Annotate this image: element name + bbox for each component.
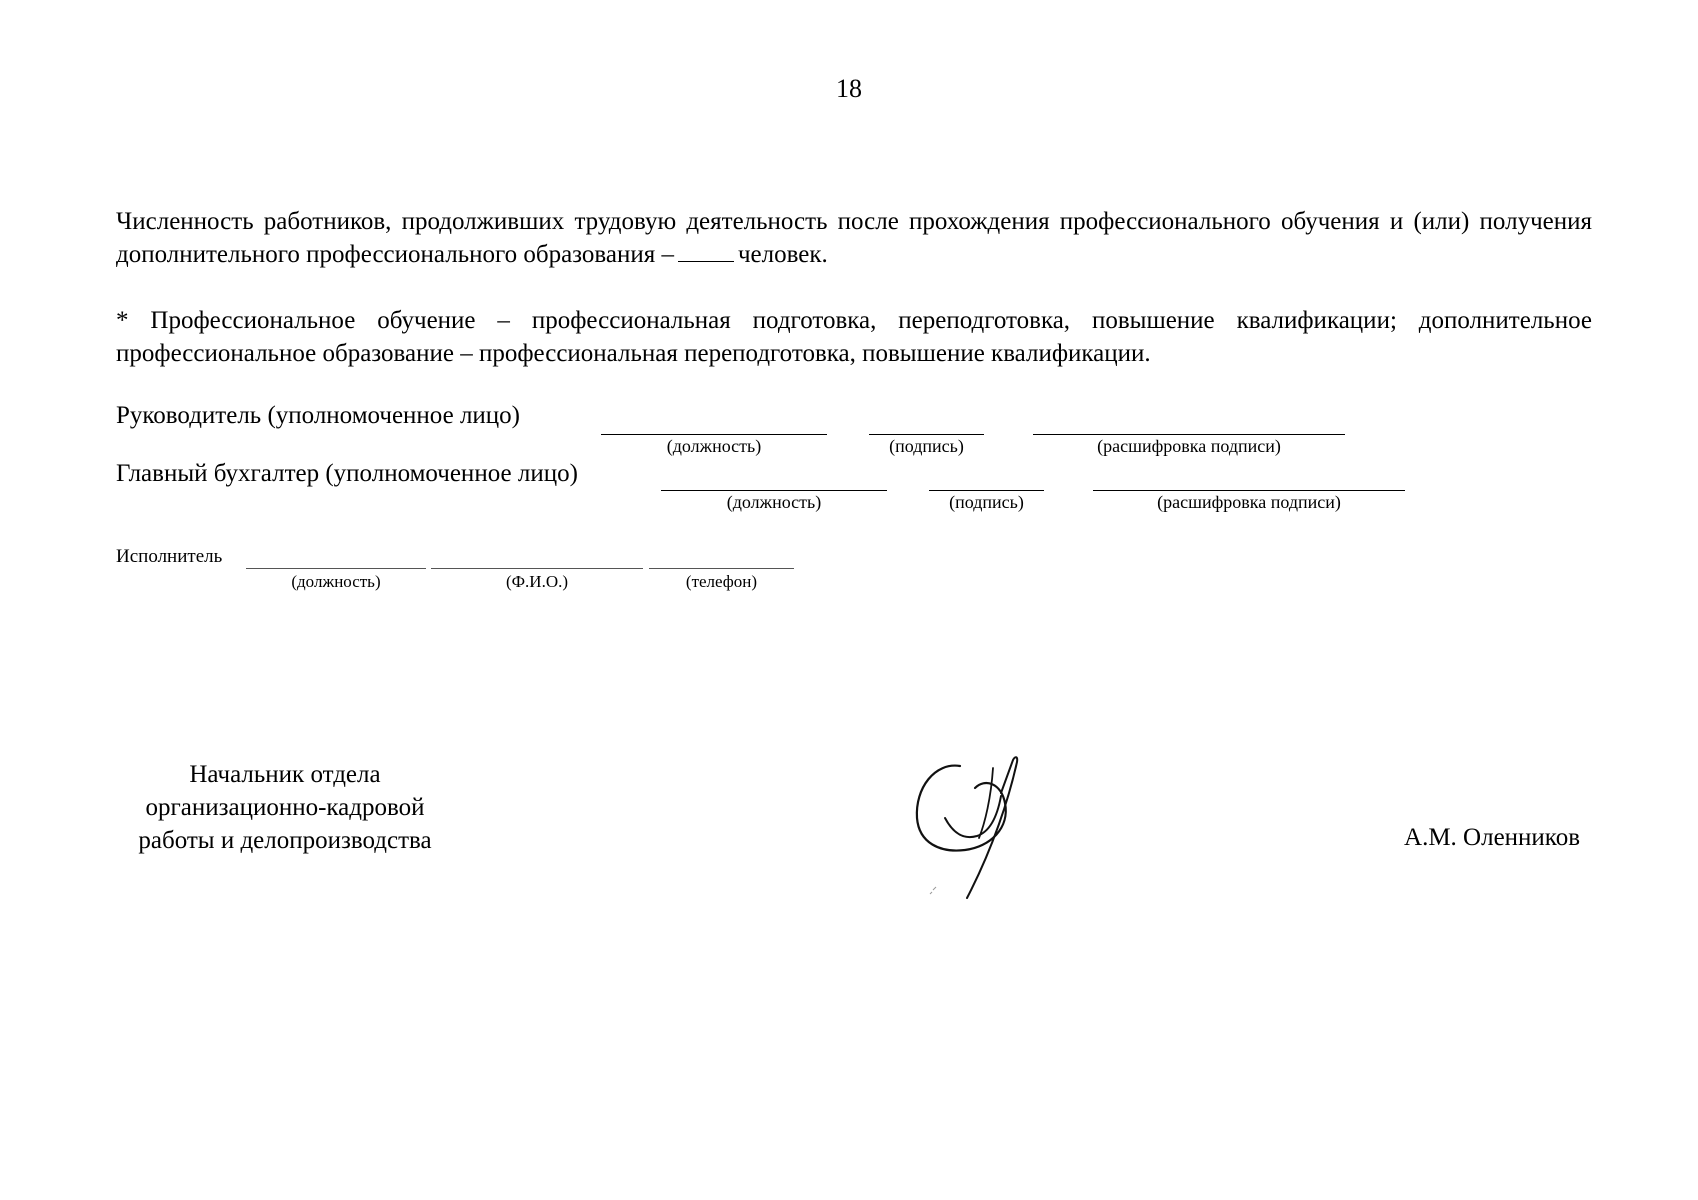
executor-position-line xyxy=(246,568,426,569)
head-position-line xyxy=(601,434,827,435)
employee-count-blank xyxy=(678,243,734,262)
accountant-caption-position: (должность) xyxy=(726,492,822,512)
executor-caption-phone: (телефон) xyxy=(685,572,758,591)
executor-caption-position: (должность) xyxy=(291,572,381,591)
executor-label: Исполнитель xyxy=(116,546,223,567)
page-number: 18 xyxy=(836,74,862,103)
head-caption-decode: (расшифровка подписи) xyxy=(1097,436,1281,456)
accountant-caption-decode: (расшифровка подписи) xyxy=(1157,492,1341,512)
employee-count-text: Численность работников, продолживших трудовую деятельность после прохождения профессионального обучения и (или) получения дополнительного профессионального образования – xyxy=(116,208,1592,268)
signer-position xyxy=(110,758,460,857)
signer-position-line-3: работы и делопроизводства xyxy=(138,827,432,854)
employee-count-unit: человек. xyxy=(737,241,828,268)
executor-caption-name: (Ф.И.О.) xyxy=(505,572,569,591)
signer-name: А.М. Оленников xyxy=(1404,824,1580,851)
accountant-caption-signature: (подпись) xyxy=(949,492,1024,512)
head-signature-label: Руководитель (уполномоченное лицо) xyxy=(116,402,521,429)
head-decode-line xyxy=(1033,434,1345,435)
accountant-signature-line xyxy=(929,490,1044,491)
head-signature-line xyxy=(869,434,984,435)
accountant-signature-label: Главный бухгалтер (уполномоченное лицо) xyxy=(116,460,578,487)
accountant-decode-line xyxy=(1093,490,1405,491)
signer-position-line-1: Начальник отдела xyxy=(189,761,381,788)
signer-position-line-2: организационно-кадровой xyxy=(145,794,425,821)
head-caption-signature: (подпись) xyxy=(889,436,964,456)
head-caption-position: (должность) xyxy=(666,436,762,456)
accountant-position-line xyxy=(661,490,887,491)
handwritten-signature xyxy=(905,748,1085,903)
employee-count-paragraph xyxy=(116,205,1592,271)
executor-name-line xyxy=(431,568,643,569)
executor-phone-line xyxy=(649,568,794,569)
footnote: * Профессиональное обучение – профессиональная подготовка, переподготовка, повышение квалификации; дополнительное профессиональное образование – профессиональная переподготовка, повышение квалификации. xyxy=(116,307,1592,367)
